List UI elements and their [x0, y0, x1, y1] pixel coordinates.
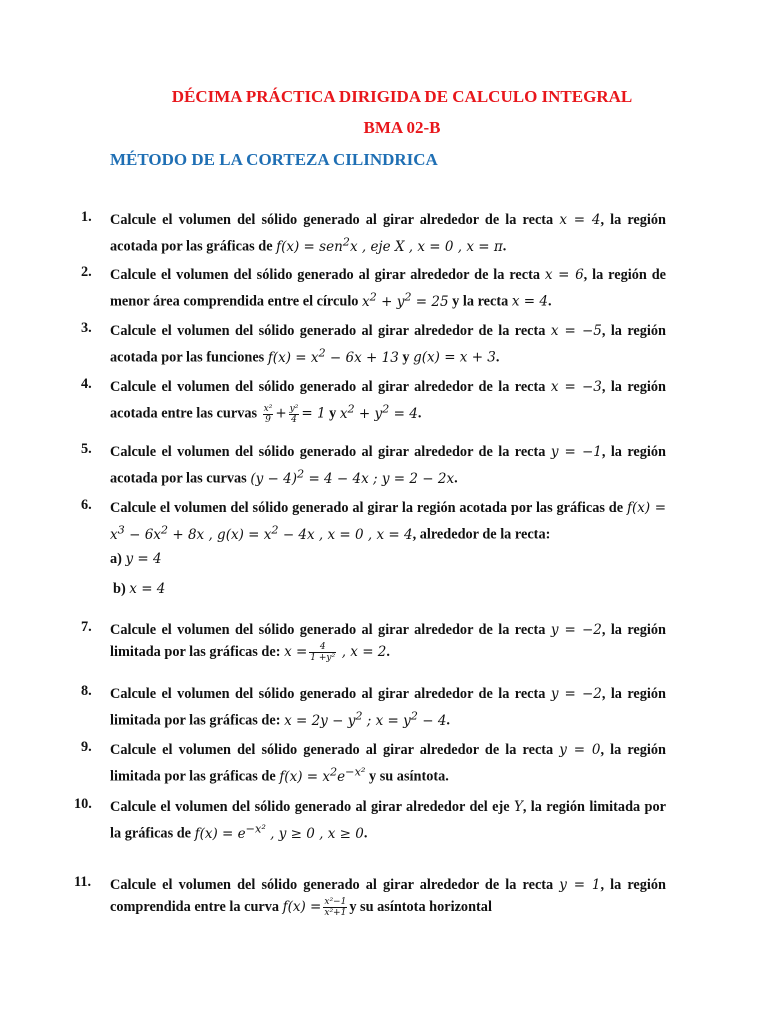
problem-11 — [0, 874, 768, 918]
problem-number: 3. — [81, 320, 92, 336]
problem-2 — [0, 264, 768, 313]
problem-number: 6. — [81, 497, 92, 513]
problem-8 — [0, 683, 768, 732]
problem-text: Calcule el volumen del sólido generado al girar alrededor de la recta y = −1, la región acotada por las curvas $(y - 4)^2 = 4 - 4x$ ; y = 2 − 2x. — [110, 444, 666, 487]
problem-number: 10. — [74, 796, 92, 812]
problem-6-part-b: b) x = 4 — [113, 580, 166, 597]
problem-text: Calcule el volumen del sólido generado al girar alrededor de la recta y = −2, la región limitada por las gráficas de: x = $\frac{4}{\text{1 +y²}}$ , x = 2. — [110, 622, 666, 664]
section-subtitle: MÉTODO DE LA CORTEZA CILINDRICA — [110, 150, 438, 169]
problem-text: Calcule el volumen del sólido generado al girar alrededor de la recta x = 6, la región de menor área comprendida entre el círculo $x^2 + y^2 = 25$ y la recta x = 4. — [110, 267, 666, 310]
problem-4 — [0, 376, 768, 425]
problem-number: 8. — [81, 683, 92, 699]
problem-1 — [0, 209, 768, 258]
problem-6 — [0, 497, 768, 600]
document-title: DÉCIMA PRÁCTICA DIRIGIDA DE CALCULO INTEGRAL — [171, 87, 633, 106]
problem-text: Calcule el volumen del sólido generado al girar alrededor de la recta y = 1, la región comprendida entre la curva f(x) = $\frac{\text{x²−1}}{\text{x²+1}}$ y su asíntota horizontal — [110, 877, 666, 919]
problem-text: Calcule el volumen del sólido generado al girar alrededor de la recta y = −2, la región limitada por las gráficas de: $x = 2y - y^2$ ; $x = y^2 - 4$. — [110, 686, 666, 729]
problem-text: Calcule el volumen del sólido generado al girar alrededor del eje Y, la región limitada por la gráficas de $f(x) = e^{-x^2}$ , y ≥ 0 , x ≥ 0. — [110, 799, 666, 842]
problem-text: Calcule el volumen del sólido generado al girar alrededor de la recta x = 4, la región acotada por las gráficas de f(x) = sen$^2$x , eje X , x = 0 , x = π. — [110, 212, 666, 255]
problem-text: Calcule el volumen del sólido generado al girar alrededor de la recta y = 0, la región limitada por las gráficas de $f(x) = x^2e^{-x^2}$ y su asíntota. — [110, 742, 666, 785]
problem-number: 4. — [81, 376, 92, 392]
problem-7 — [0, 619, 768, 663]
problem-number: 11. — [74, 874, 92, 890]
problem-3 — [0, 320, 768, 369]
problem-10 — [0, 796, 768, 845]
problem-number: 2. — [81, 264, 92, 280]
problem-9 — [0, 739, 768, 788]
problem-text: Calcule el volumen del sólido generado al girar alrededor de la recta x = −5, la región acotada por las funciones $f(x) = x^2 - 6x + 13$ y g(x) = x + 3. — [110, 323, 666, 366]
problem-text: Calcule el volumen del sólido generado al girar la región acotada por las gráficas de $f(x) = x^3 - 6x^2 + 8x$ , $g(x) = x^2 - 4x$ , x = 0 , x = 4, alrededor de la recta: a) y = 4 b) x = 4 — [110, 497, 666, 600]
course-code: BMA 02-B — [363, 118, 441, 137]
problem-5 — [0, 441, 768, 490]
problem-number: 9. — [81, 739, 92, 755]
problem-number: 7. — [81, 619, 92, 635]
problem-number: 5. — [81, 441, 92, 457]
problem-number: 1. — [81, 209, 92, 225]
problem-6-part-a: a) y = 4 — [110, 550, 162, 567]
problem-text: Calcule el volumen del sólido generado al girar alrededor de la recta x = −3, la región acotada entre las curvas $\frac{\text{x²}}{9}$ + $\frac{\text{y²}}{4}$ = 1 y $x^2 + y^2 = 4$. — [110, 379, 666, 425]
